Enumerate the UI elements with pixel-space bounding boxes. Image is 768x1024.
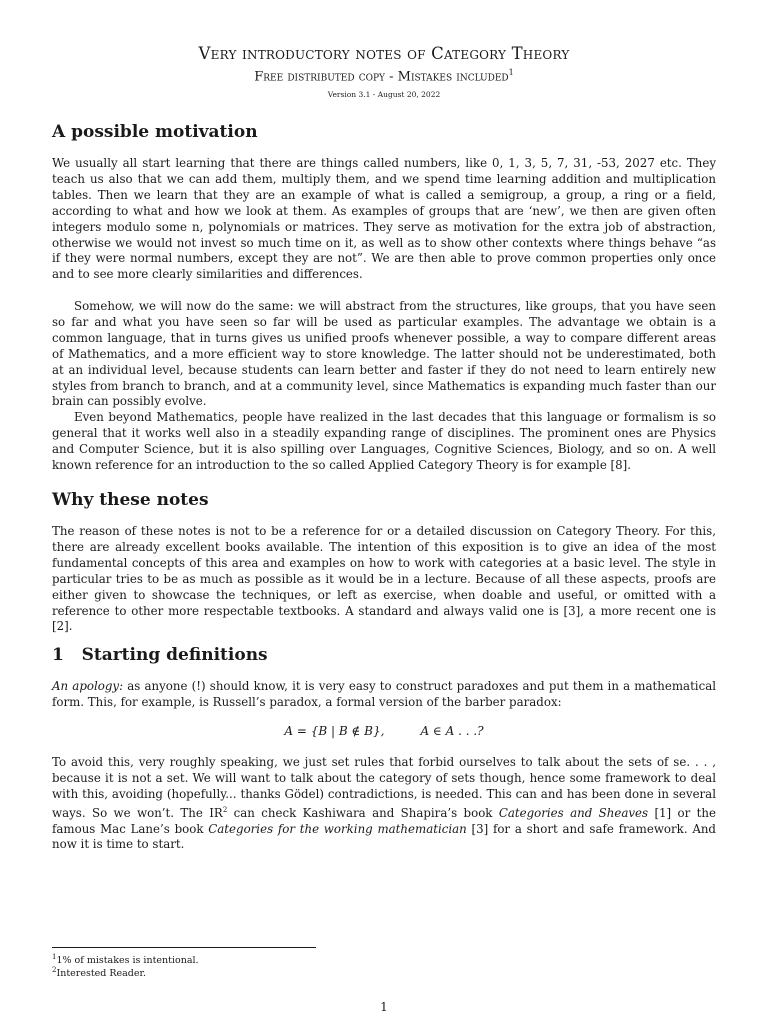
motivation-paragraph-1: We usually all start learning that there are things called numbers, like 0, 1, 3, 5, 7, 31, -53, 2027 etc. They teach us also that we can add them, multiply them, and we spend time learning addition and multiplication tables. Then we learn that they are an example of what is called a semigroup, a group, a ring or a field, according to what and how we look at them. As examples of groups that are ‘new’, we then are given often integers modulo some n, polynomials or matrices. They serve as motivation for the extra job of abstraction, otherwise we would not invest so much time on it, as well as to show other contexts where things behave “as if they were normal numbers, except they are not”. We are then able to prove common properties only once and to see more clearly similarities and differences.	[52, 156, 716, 282]
document-subtitle	[52, 68, 716, 84]
section1-paragraph-1	[52, 679, 716, 711]
footnote-2-text: Interested Reader.	[56, 968, 147, 980]
heading-section-1: 1 Starting definitions	[52, 645, 268, 665]
why-paragraph-1: The reason of these notes is not to be a reference for or a detailed discussion on Category Theory. For this, there are already excellent books available. The intention of this exposition is to give an idea of the most fundamental concepts of this area and examples on how to work with categories at a basic level. The style in particular tries to be as much as possible as it would be in a lecture. Because of all these aspects, proofs are either given to showcase the techniques, or left as exercise, when doable and useful, or omitted with a reference to other more respectable textbooks. A standard and always valid one is [3], a more recent one is [2].	[52, 524, 716, 634]
section1-paragraph-2	[52, 755, 716, 853]
russell-equation	[52, 724, 716, 738]
apology-label: An apology:	[52, 679, 124, 693]
subtitle-text: Free distributed copy - Mistakes included	[254, 69, 509, 85]
footnote-2-mark: 2	[52, 966, 57, 974]
heading-motivation: A possible motivation	[52, 122, 258, 142]
p2-text-b: can check Kashiwara and Shapira’s book	[227, 805, 499, 820]
footnote-2	[52, 964, 146, 980]
footnote-divider	[52, 947, 316, 948]
footnote-1-text: 1% of mistakes is intentional.	[56, 955, 199, 967]
heading-why-these-notes: Why these notes	[52, 490, 209, 510]
document-title: Very introductory notes of Category Theory	[198, 44, 570, 63]
footnote-1-mark: 1	[52, 953, 57, 961]
book-title-1: Categories and Sheaves	[498, 805, 649, 820]
apology-text: as anyone (!) should know, it is very easy to construct paradoxes and put them in a mathematical form. This, for example, is Russell’s paradox, a formal version of the barber paradox:	[52, 679, 716, 709]
equation-left: A = {B | B ∉ B},	[284, 724, 385, 738]
motivation-paragraph-3: Even beyond Mathematics, people have realized in the last decades that this language or formalism is so general that it works well also in a steadily expanding range of disciplines. The prominent ones are Physics and Computer Science, but it is also spilling over Languages, Cognitive Sciences, Biology, and so on. A well known reference for an introduction to the so called Applied Category Theory is for example [8].	[52, 410, 716, 472]
motivation-paragraph-2: Somehow, we will now do the same: we will abstract from the structures, like groups, that you have seen so far and what you have seen so far will be used as particular examples. The advantage we obtain is a common language, that in turns gives us unified proofs whenever possible, a way to compare different areas of Mathematics, and a more efficient way to store knowledge. The latter should not be underestimated, both at an individual level, because students can learn better and faster if they do not need to learn entirely new styles from branch to branch, and at a community level, since Mathematics is expanding much faster than our brain can possibly evolve.	[52, 299, 716, 409]
footnote-mark-1: 1	[508, 68, 514, 77]
book-title-2: Categories for the working mathematician	[208, 821, 467, 836]
footnote-mark-2: 2	[222, 805, 228, 814]
page-number: 1	[380, 1000, 388, 1014]
equation-right: A ∈ A . . .?	[420, 724, 484, 738]
p2-text-c: [1] or the famous Mac Lane’s book	[52, 805, 716, 836]
version-line: Version 3.1 - August 20, 2022	[327, 90, 441, 99]
p2-text-a: To avoid this, very roughly speaking, we just set rules that forbid ourselves to talk about the sets of se. . . , because it is not a set. We will want to talk about the category of sets though, hence some framework to deal with this, avoiding (hopefully... thanks Gödel) contradictions, is needed. This can and has been done in several ways. So we won’t. The IR	[52, 755, 716, 820]
p2-text-d: [3] for a short and safe framework. And now it is time to start.	[52, 821, 716, 852]
